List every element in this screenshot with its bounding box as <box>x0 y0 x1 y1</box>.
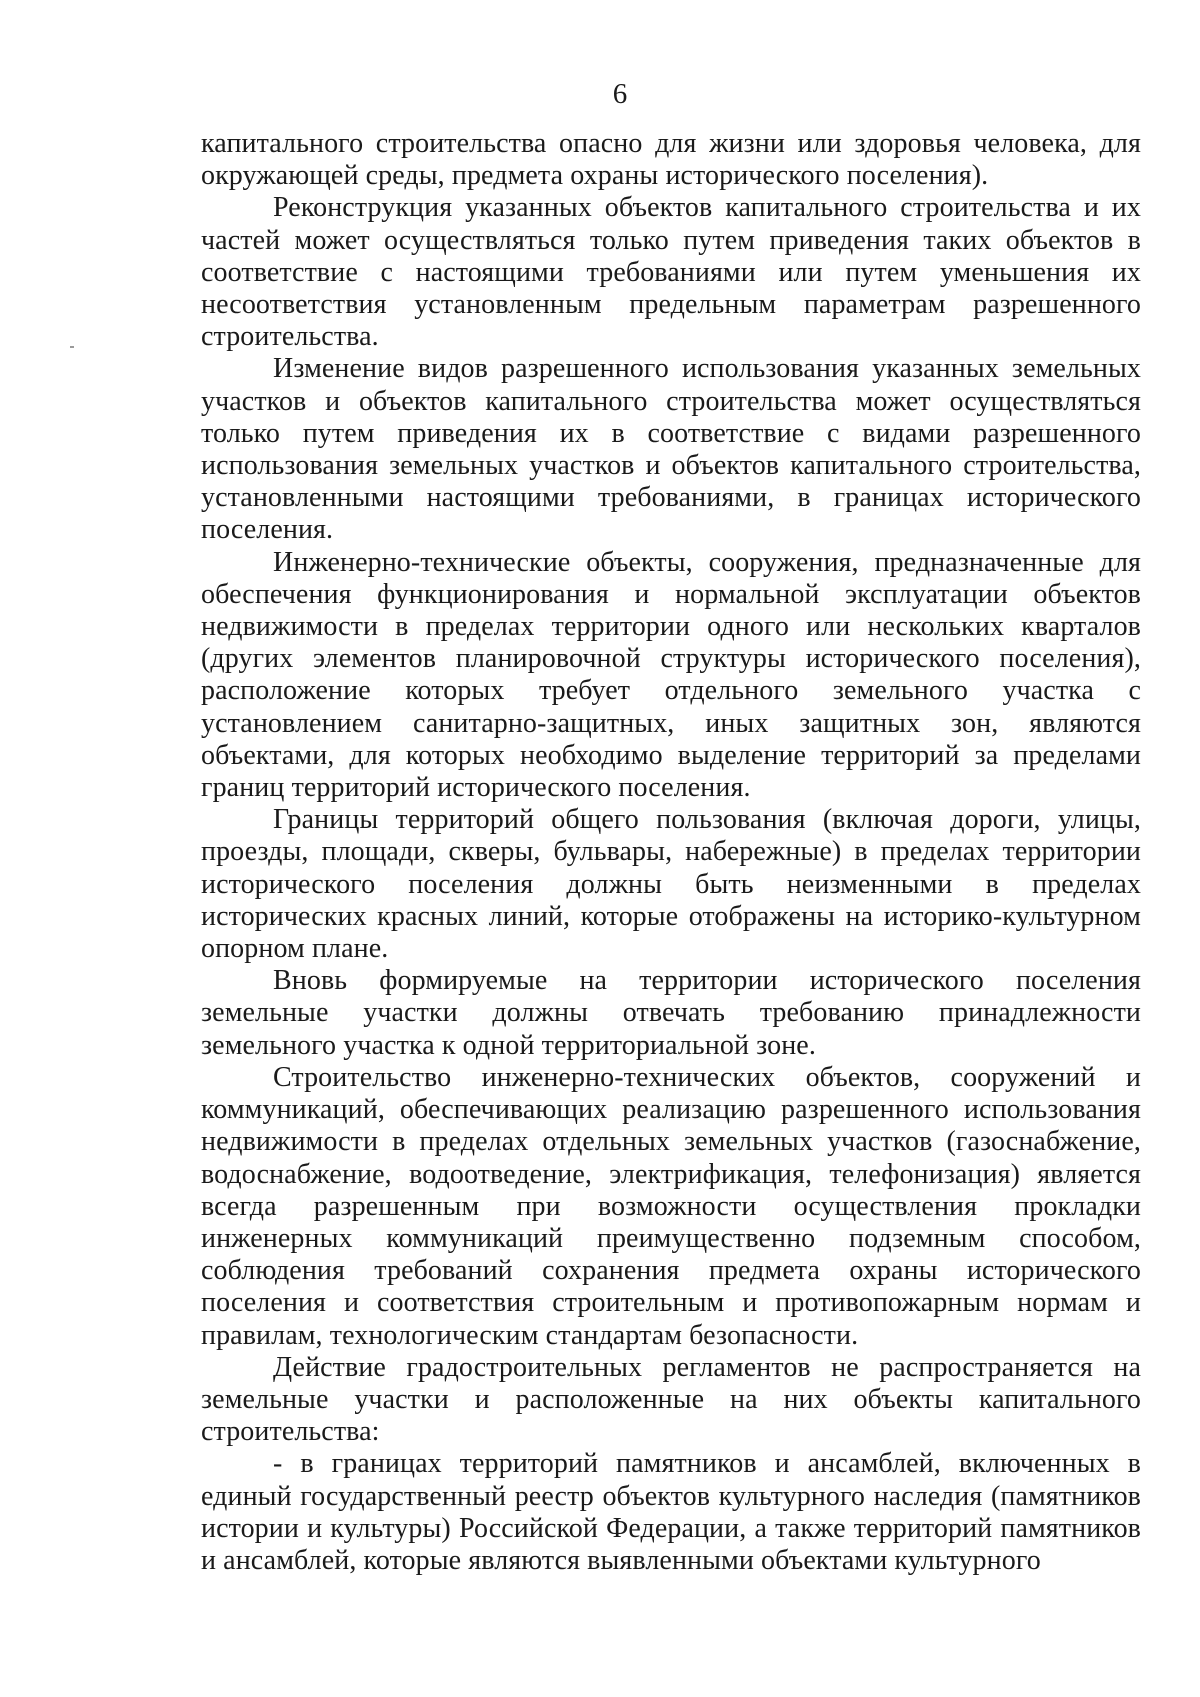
paragraph-engineering-objects: Инженерно-технические объекты, сооружения, предназначенные для обеспечения функционирования и нормальной эксплуатации объектов недвижимости в пределах территории одного или нескольких кварталов (других элементов планировочной структуры исторического поселения), расположение которых требует отдельного земельного участка с установлением санитарно-защитных, иных защитных зон, являются объектами, для которых необходимо выделение территорий за пределами границ территорий исторического поселения. <box>201 546 1141 804</box>
paragraph-public-territories: Границы территорий общего пользования (включая дороги, улицы, проезды, площади, скверы, бульвары, набережные) в пределах территории исторического поселения должны быть неизменными в пределах исторических красных линий, которые отображены на историко-культурном опорном плане. <box>201 804 1141 965</box>
paragraph-list-item-monuments: - в границах территорий памятников и ансамблей, включенных в единый государственный реестр объектов культурного наследия (памятников истории и культуры) Российской Федерации, а также территорий памятников и ансамблей, которые являются выявленными объектами культурного <box>201 1448 1141 1576</box>
paragraph-new-plots: Вновь формируемые на территории исторического поселения земельные участки должны отвечать требованию принадлежности земельного участка к одной территориальной зоне. <box>201 965 1141 1061</box>
document-body <box>201 128 1141 1577</box>
paragraph-reconstruction: Реконструкция указанных объектов капитального строительства и их частей может осуществляться только путем приведения таких объектов в соответствие с настоящими требованиями или путем уменьшения их несоответствия установленным предельным параметрам разрешенного строительства. <box>201 192 1141 353</box>
scan-artifact <box>70 346 74 348</box>
paragraph-regulations-scope: Действие градостроительных регламентов не распространяется на земельные участки и расположенные на них объекты капитального строительства: <box>201 1351 1141 1448</box>
paragraph-change-of-use: Изменение видов разрешенного использования указанных земельных участков и объектов капитального строительства может осуществляться только путем приведения их в соответствие с видами разрешенного использования земельных участков и объектов капитального строительства, установленными настоящими требованиями, в границах исторического поселения. <box>201 353 1141 546</box>
page-number: 6 <box>612 78 628 110</box>
paragraph-construction-utilities: Строительство инженерно-технических объектов, сооружений и коммуникаций, обеспечивающих реализацию разрешенного использования недвижимости в пределах отдельных земельных участков (газоснабжение, водоснабжение, водоотведение, электрификация, телефонизация) является всегда разрешенным при возможности осуществления прокладки инженерных коммуникаций преимущественно подземным способом, соблюдения требований сохранения предмета охраны исторического поселения и соответствия строительным и противопожарным нормам и правилам, технологическим стандартам безопасности. <box>201 1061 1141 1351</box>
paragraph-continuation: капитального строительства опасно для жизни или здоровья человека, для окружающей среды, предмета охраны исторического поселения). <box>201 128 1141 192</box>
